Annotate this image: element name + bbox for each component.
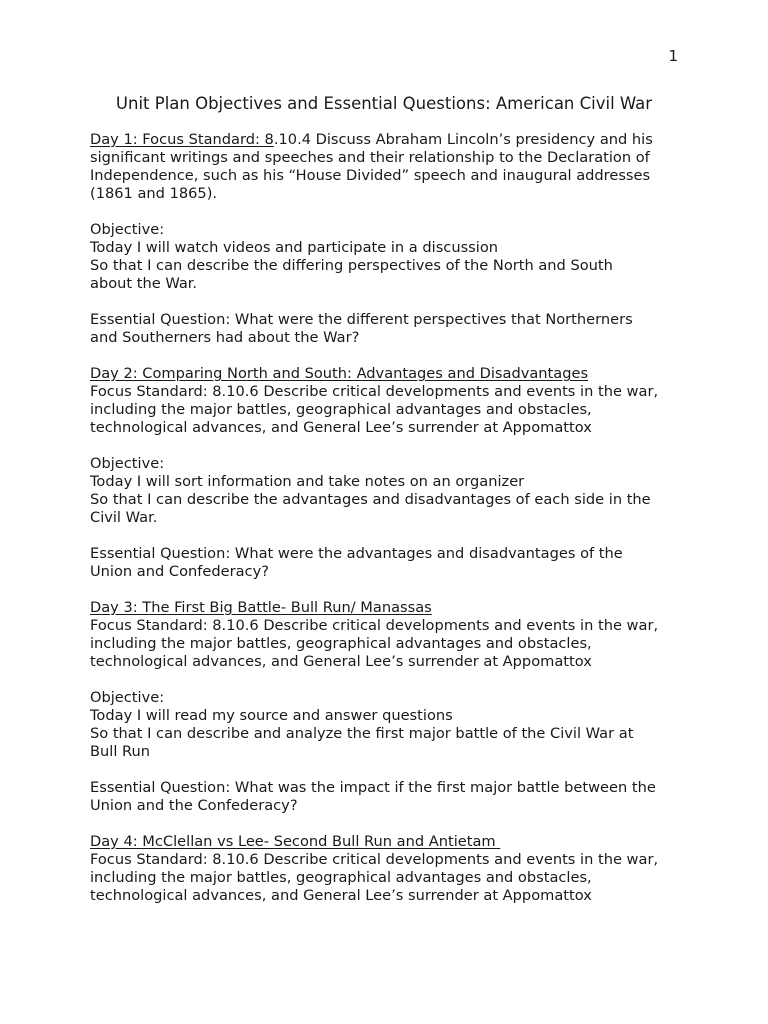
objective-label: Objective:: [90, 221, 165, 238]
day-1-heading-line: [90, 131, 690, 149]
day-3-section: [90, 599, 690, 833]
focus-standard-line: technological advances, and General Lee’s surrender at Appomattox: [90, 419, 592, 436]
focus-standard-line: technological advances, and General Lee’s surrender at Appomattox: [90, 653, 592, 670]
objective-line: So that I can describe the differing perspectives of the North and South: [90, 257, 613, 274]
day-2-section: [90, 365, 690, 599]
day-2-heading: Day 2: Comparing North and South: Advantages and Disadvantages: [90, 365, 589, 382]
objective-line: about the War.: [90, 275, 198, 292]
objective-line: Today I will read my source and answer questions: [90, 707, 453, 724]
document-title: Unit Plan Objectives and Essential Questions: American Civil War: [115, 94, 653, 113]
focus-standard-line: Independence, such as his “House Divided” speech and inaugural addresses: [90, 167, 651, 184]
objective-line: So that I can describe and analyze the first major battle of the Civil War at: [90, 725, 634, 742]
essential-question-line: Essential Question: What were the advantages and disadvantages of the: [90, 545, 623, 562]
focus-standard-line: technological advances, and General Lee’s surrender at Appomattox: [90, 887, 592, 904]
day-1-section: [90, 131, 690, 365]
focus-standard-line: including the major battles, geographical advantages and obstacles,: [90, 635, 592, 652]
objective-line: So that I can describe the advantages and disadvantages of each side in the: [90, 491, 651, 508]
focus-standard-line: (1861 and 1865).: [90, 185, 218, 202]
essential-question-line: Union and Confederacy?: [90, 563, 269, 580]
essential-question-line: Essential Question: What was the impact if the first major battle between the: [90, 779, 656, 796]
essential-question-line: and Southerners had about the War?: [90, 329, 360, 346]
day-4-heading: Day 4: McClellan vs Lee- Second Bull Run and Antietam: [90, 833, 501, 850]
essential-question-line: Essential Question: What were the different perspectives that Northerners: [90, 311, 633, 328]
objective-label: Objective:: [90, 689, 165, 706]
focus-standard-line: Focus Standard: 8.10.6 Describe critical developments and events in the war,: [90, 617, 659, 634]
day-4-section: [90, 833, 690, 905]
focus-standard-line: Focus Standard: 8.10.6 Describe critical developments and events in the war,: [90, 383, 659, 400]
focus-standard-line: Focus Standard: 8.10.6 Describe critical developments and events in the war,: [90, 851, 659, 868]
focus-standard-line: .10.4 Discuss Abraham Lincoln’s presidency and his: [273, 131, 653, 148]
document-body: [90, 131, 690, 905]
focus-standard-line: significant writings and speeches and their relationship to the Declaration of: [90, 149, 650, 166]
objective-label: Objective:: [90, 455, 165, 472]
focus-standard-line: including the major battles, geographical advantages and obstacles,: [90, 401, 592, 418]
focus-standard-line: including the major battles, geographical advantages and obstacles,: [90, 869, 592, 886]
day-1-heading: Day 1: Focus Standard: 8: [90, 131, 274, 148]
page-number: 1: [668, 47, 678, 65]
objective-line: Today I will watch videos and participate in a discussion: [90, 239, 499, 256]
objective-line: Civil War.: [90, 509, 158, 526]
objective-line: Today I will sort information and take notes on an organizer: [90, 473, 525, 490]
day-3-heading: Day 3: The First Big Battle- Bull Run/ Manassas: [90, 599, 432, 616]
essential-question-line: Union and the Confederacy?: [90, 797, 298, 814]
objective-line: Bull Run: [90, 743, 150, 760]
